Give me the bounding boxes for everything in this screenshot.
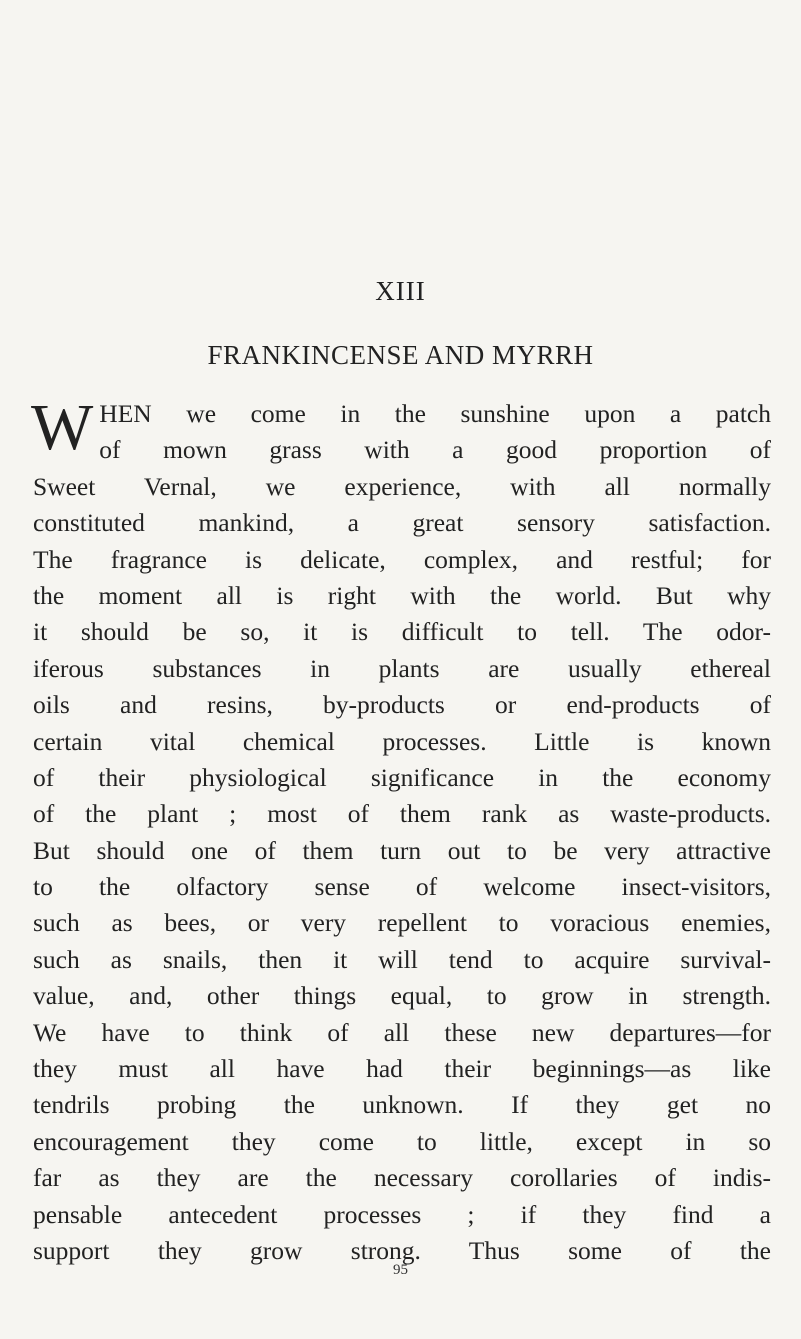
- text-line: tendrils probing the unknown. If they get no: [33, 1090, 771, 1120]
- text-line: Sweet Vernal, we experience, with all normally: [33, 471, 771, 501]
- text-line: it should be so, it is difficult to tell. The odor-: [33, 617, 771, 647]
- text-line: iferous substances in plants are usually ethereal: [33, 653, 771, 683]
- text-line: of their physiological significance in the economy: [33, 762, 771, 792]
- drop-cap: W: [31, 391, 94, 464]
- text-line: to the olfactory sense of welcome insect-visitors,: [33, 872, 771, 902]
- text-line: encouragement they come to little, except in so: [33, 1126, 771, 1156]
- text-line: constituted mankind, a great sensory satisfaction.: [33, 508, 771, 538]
- text-line: such as snails, then it will tend to acquire survival-: [33, 944, 771, 974]
- text-line: oils and resins, by-products or end-products of: [33, 690, 771, 720]
- text-line: they must all have had their beginnings—as like: [33, 1054, 771, 1084]
- dropcap-lines: [99, 396, 771, 469]
- text-line: of the plant ; most of them rank as waste-products.: [33, 799, 771, 829]
- text-line: pensable antecedent processes ; if they find a: [33, 1199, 771, 1229]
- text-line: of mown grass with a good proportion of: [99, 435, 771, 465]
- text-line: support they grow strong. Thus some of the: [33, 1235, 771, 1265]
- body-text: [31, 391, 771, 1269]
- page-number: 95: [393, 1262, 408, 1278]
- chapter-title: FRANKINCENSE AND MYRRH: [207, 340, 594, 370]
- text-line: HEN we come in the sunshine upon a patch: [99, 399, 771, 428]
- text-line: the moment all is right with the world. But why: [33, 580, 771, 610]
- text-line: certain vital chemical processes. Little is known: [33, 726, 771, 756]
- text-line: The fragrance is delicate, complex, and restful; for: [33, 544, 771, 574]
- text-line: value, and, other things equal, to grow in strength.: [33, 981, 771, 1011]
- text-line: such as bees, or very repellent to voracious enemies,: [33, 908, 771, 938]
- text-line: But should one of them turn out to be very attractive: [33, 835, 771, 865]
- text-line: far as they are the necessary corollaries of indis-: [33, 1163, 771, 1193]
- text-line: We have to think of all these new departures—for: [33, 1017, 771, 1047]
- chapter-number: XIII: [375, 276, 426, 306]
